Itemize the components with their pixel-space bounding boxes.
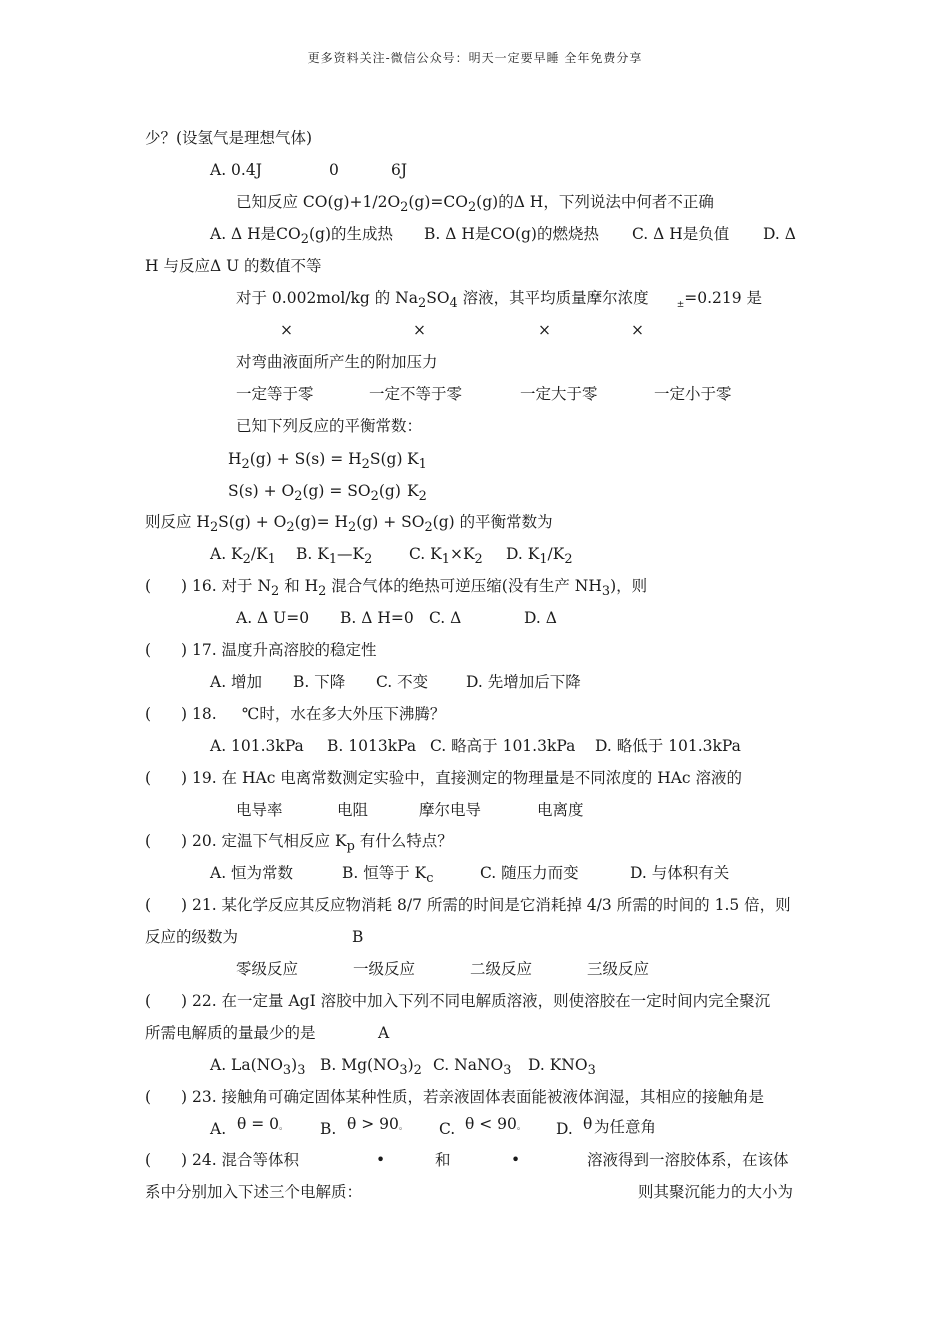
- option-b: B. Δ H=0: [340, 609, 414, 627]
- question-number: ) 18.: [181, 705, 217, 723]
- subscript: 2: [294, 489, 303, 505]
- subscript: 2: [370, 489, 379, 505]
- option-c: θ < 90: [465, 1115, 517, 1133]
- option-c: C. Δ H是负值: [632, 225, 730, 243]
- option-b: B. 下降: [293, 673, 346, 691]
- option-a: 电导率: [236, 801, 283, 819]
- cross-mark: ×: [280, 321, 293, 339]
- subscript: 3: [297, 1063, 306, 1079]
- option-d-label: D.: [556, 1120, 573, 1138]
- option-b: B. Δ H是CO(g)的燃烧热: [424, 225, 599, 243]
- subscript: 2: [286, 520, 295, 536]
- option-b: B. 恒等于 K: [342, 864, 427, 882]
- text-segment: ×K: [449, 545, 475, 563]
- subscript: 4: [449, 296, 458, 312]
- option-c: C. K: [409, 545, 442, 563]
- text-segment: ): [291, 1056, 298, 1074]
- option-a: A. 恒为常数: [210, 864, 294, 882]
- answer-paren: (: [145, 1151, 152, 1169]
- answer-paren: (: [145, 1088, 152, 1106]
- question-text: [236, 191, 714, 219]
- text-segment: (g): [378, 482, 401, 500]
- subscript: 2: [271, 584, 280, 600]
- option-c: C. 略高于 101.3kPa: [430, 737, 576, 755]
- text-segment: H 与反应Δ U 的数值不等: [145, 257, 322, 275]
- question-text: [236, 415, 422, 437]
- question-text: ) 17. 温度升高溶胶的稳定性: [181, 641, 377, 659]
- text-segment: /K: [547, 545, 565, 563]
- text-segment: (g)的Δ H，下列说法中何者不正确: [476, 193, 714, 211]
- option-b: B. 1013kPa: [327, 737, 417, 755]
- answer-paren: (: [145, 641, 152, 659]
- text-segment: 混合气体的绝热可逆压缩(没有生产 NH: [326, 577, 602, 595]
- answer-mark: B: [352, 928, 364, 946]
- subscript: 2: [564, 552, 573, 568]
- degree-mark: 。: [516, 1122, 526, 1132]
- subscript: c: [426, 871, 434, 887]
- option-a: A. K: [210, 545, 243, 563]
- text-segment: 对弯曲液面所产生的附加压力: [236, 353, 438, 371]
- answer-paren: (: [145, 769, 152, 787]
- text-segment: /K: [250, 545, 268, 563]
- subscript: 2: [361, 457, 370, 473]
- option-b: 一定不等于零: [369, 385, 463, 403]
- question-text: [145, 511, 553, 539]
- subscript: 2: [418, 489, 427, 505]
- option-b: θ > 90: [347, 1115, 399, 1133]
- text-segment: (g) = SO: [302, 482, 371, 500]
- degree-mark: 。: [279, 1122, 289, 1132]
- option-d: 一定小于零: [654, 385, 732, 403]
- subscript: 2: [413, 1063, 422, 1079]
- option-d: D. 略低于 101.3kPa: [595, 737, 741, 755]
- question-text: ) 24. 混合等体积: [181, 1151, 300, 1169]
- option-a-label: A.: [210, 1120, 227, 1138]
- subscript: 1: [328, 552, 338, 568]
- text-segment: K: [407, 482, 419, 500]
- subscript: 2: [424, 520, 433, 536]
- subscript: 2: [400, 200, 409, 216]
- subscript: 2: [417, 296, 427, 312]
- option-b-label: B.: [320, 1120, 337, 1138]
- option-b: 一级反应: [353, 960, 416, 978]
- text-segment: S(s) + O: [228, 482, 295, 500]
- option-d: D. KNO: [528, 1056, 588, 1074]
- subscript: 2: [318, 584, 327, 600]
- answer-paren: (: [145, 992, 152, 1010]
- text-line: [145, 127, 312, 149]
- text-segment: S(g): [369, 450, 403, 468]
- text-segment: 则反应 H: [145, 513, 210, 531]
- option-a-cont: (g)的生成热: [308, 225, 394, 243]
- subscript: 2: [242, 552, 251, 568]
- option-a: A. 0.4J: [210, 161, 262, 179]
- text-segment: (g)= H: [294, 513, 349, 531]
- text-segment: H: [228, 450, 242, 468]
- text-segment: (g) + SO: [356, 513, 425, 531]
- text-segment: 溶液得到一溶胶体系，在该体: [587, 1151, 789, 1169]
- option-a: A. Δ H是CO: [210, 225, 301, 243]
- option-c: 摩尔电导: [419, 801, 482, 819]
- option-a: 零级反应: [236, 960, 299, 978]
- text-segment: ) 16. 对于 N: [181, 577, 272, 595]
- option-c: 二级反应: [470, 960, 533, 978]
- text-segment: =0.219 是: [684, 289, 763, 307]
- text-segment: )，则: [610, 577, 648, 595]
- subscript: 3: [282, 1063, 292, 1079]
- question-text: [236, 351, 438, 373]
- subscript: 2: [209, 520, 219, 536]
- text-segment: 溶液，其平均质量摩尔浓度: [457, 289, 649, 307]
- option-b: 电阻: [337, 801, 369, 819]
- question-text: ) 21. 某化学反应其反应物消耗 8/7 所需的时间是它消耗掉 4/3 所需的时间的 1.5 倍，则: [181, 896, 791, 914]
- option-d: D. K: [506, 545, 540, 563]
- answer-paren: (: [145, 705, 152, 723]
- option-a: A. Δ U=0: [236, 609, 310, 627]
- text-segment: K: [407, 450, 419, 468]
- subscript: 3: [399, 1063, 408, 1079]
- plus-minus-subscript: ±: [676, 300, 685, 311]
- text-segment: 为任意角: [594, 1118, 657, 1136]
- subscript: 1: [441, 552, 450, 568]
- text-segment: 对于 0.002mol/kg 的 Na: [236, 289, 418, 307]
- option-d: 电离度: [537, 801, 584, 819]
- subscript: 2: [364, 552, 373, 568]
- text-segment: —K: [337, 545, 365, 563]
- subscript: p: [346, 839, 355, 855]
- text-segment: 系中分别加入下述三个电解质：: [145, 1183, 363, 1201]
- option-d: 三级反应: [587, 960, 650, 978]
- cross-mark: ×: [538, 321, 551, 339]
- text-segment: SO: [426, 289, 450, 307]
- answer-paren: (: [145, 577, 152, 595]
- option-b: B. Mg(NO: [320, 1056, 400, 1074]
- subscript: 2: [348, 520, 357, 536]
- text-segment: (g) + S(s) = H: [249, 450, 362, 468]
- subscript: 2: [241, 457, 250, 473]
- text-segment: 已知下列反应的平衡常数：: [236, 417, 423, 435]
- option-c: C. 不变: [376, 673, 429, 691]
- text-segment: 已知反应 CO(g)+1/2O: [236, 193, 401, 211]
- text-line: [145, 255, 322, 277]
- degree-mark: 。: [398, 1122, 408, 1132]
- question-text: [236, 287, 762, 316]
- text-segment: ) 20. 定温下气相反应 K: [181, 832, 347, 850]
- bullet-dot: •: [376, 1151, 386, 1169]
- text-segment: 所需电解质的量最少的是: [145, 1024, 316, 1042]
- text-segment: ): [407, 1056, 414, 1074]
- subscript: 3: [587, 1063, 596, 1079]
- option-a: 一定等于零: [236, 385, 314, 403]
- option-d: D. 与体积有关: [630, 864, 730, 882]
- text-segment: 和 H: [279, 577, 319, 595]
- text-segment: 少？(设氢气是理想气体): [145, 129, 313, 147]
- option-c: C. Δ: [429, 609, 462, 627]
- question-text: ) 22. 在一定量 AgI 溶胶中加入下列不同电解质溶液，则使溶胶在一定时间内完全聚沉: [181, 992, 771, 1010]
- option-b: 0: [329, 161, 339, 179]
- question-text: ℃时，水在多大外压下沸腾？: [242, 705, 446, 723]
- subscript: 3: [503, 1063, 512, 1079]
- text-segment: 和: [435, 1151, 451, 1169]
- text-segment: (g)=CO: [408, 193, 468, 211]
- option-b: B. K: [296, 545, 329, 563]
- option-c: C. NaNO: [433, 1056, 504, 1074]
- subscript: 1: [418, 457, 427, 473]
- page-header: 更多资料关注-微信公众号：明天一定要早睡 全年免费分享: [307, 51, 643, 65]
- option-c: C. 随压力而变: [480, 864, 579, 882]
- option-d: D. 先增加后下降: [466, 673, 581, 691]
- subscript: 2: [467, 200, 477, 216]
- option-c-label: C.: [439, 1120, 456, 1138]
- option-a: A. 101.3kPa: [210, 737, 304, 755]
- option-d: θ: [583, 1115, 593, 1133]
- option-d: D. Δ: [524, 609, 557, 627]
- option-a: A. 增加: [210, 673, 263, 691]
- subscript: 3: [601, 584, 611, 600]
- option-c: 一定大于零: [520, 385, 598, 403]
- option-a: A. La(NO: [210, 1056, 283, 1074]
- question-text: ) 23. 接触角可确定固体某种性质，若亲液固体表面能被液体润湿，其相应的接触角是: [181, 1088, 765, 1106]
- text-segment: 有什么特点？: [354, 832, 453, 850]
- subscript: 2: [474, 552, 483, 568]
- answer-mark: A: [378, 1024, 390, 1042]
- text-segment: 则其聚沉能力的大小为: [638, 1183, 794, 1201]
- option-c: 6J: [391, 161, 408, 179]
- subscript: 1: [539, 552, 548, 568]
- option-a: θ = 0: [237, 1115, 280, 1133]
- subscript: 1: [267, 552, 276, 568]
- subscript: 2: [300, 232, 309, 248]
- text-segment: 反应的级数为: [145, 928, 239, 946]
- text-segment: (g) 的平衡常数为: [432, 513, 553, 531]
- text-segment: S(g) + O: [218, 513, 287, 531]
- answer-paren: (: [145, 832, 152, 850]
- option-d: D. Δ: [763, 225, 796, 243]
- cross-mark: ×: [631, 321, 644, 339]
- question-text: ) 19. 在 HAc 电离常数测定实验中，直接测定的物理量是不同浓度的 HAc 溶液的: [181, 769, 743, 787]
- bullet-dot: •: [511, 1151, 521, 1169]
- answer-paren: (: [145, 896, 152, 914]
- cross-mark: ×: [413, 321, 426, 339]
